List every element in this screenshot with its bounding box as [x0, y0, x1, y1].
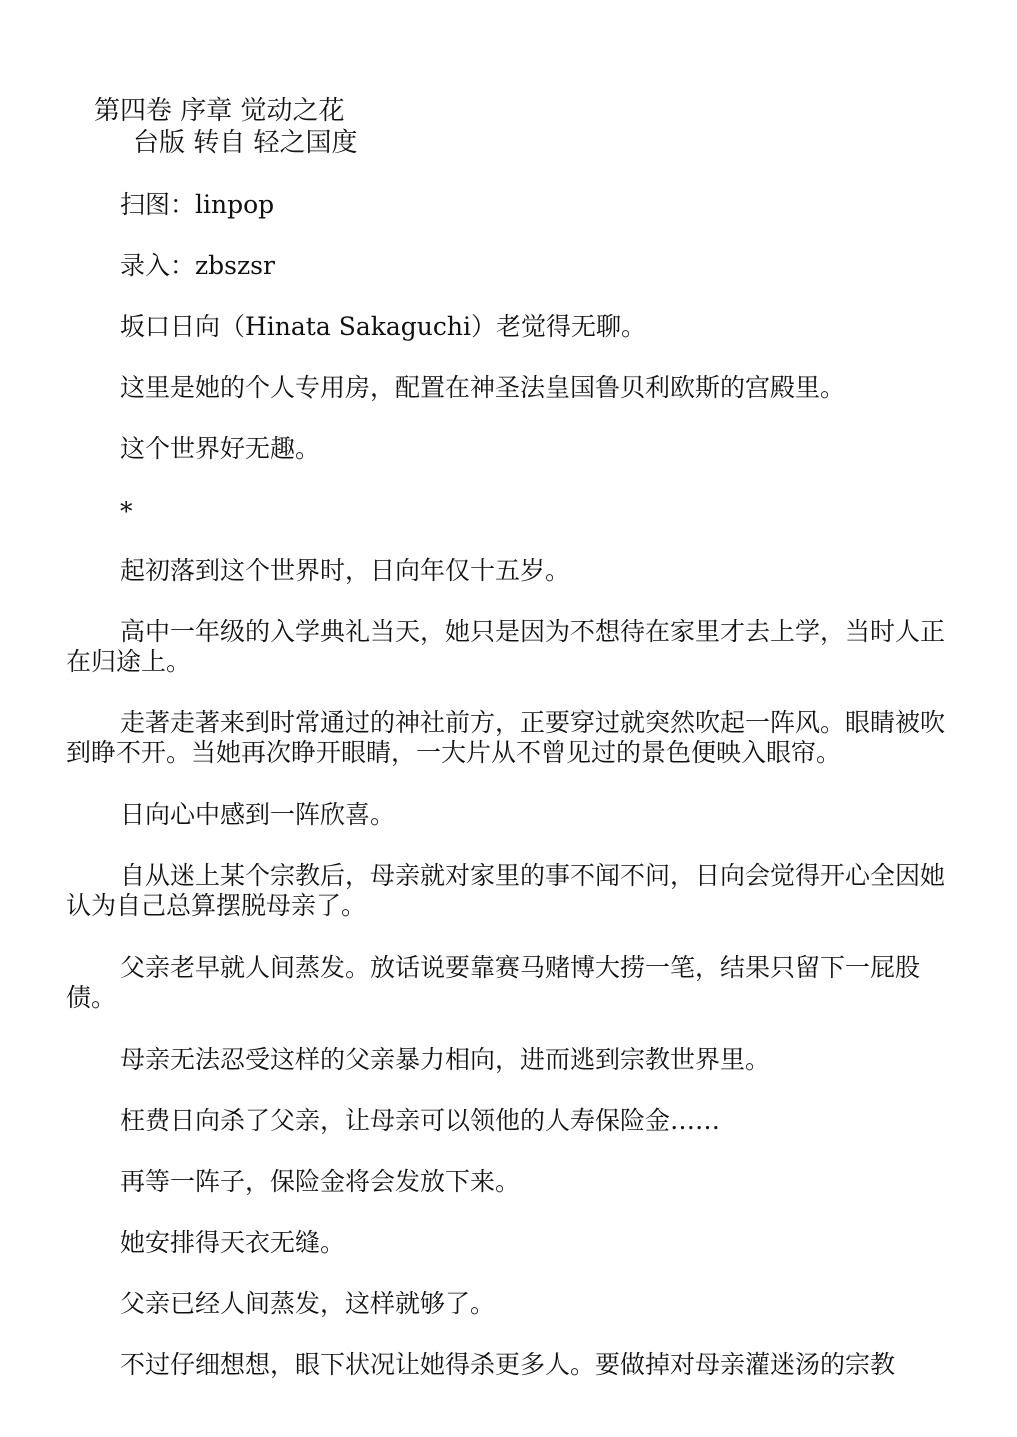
paragraph: 父亲老早就人间蒸发。放话说要靠赛马赌博大捞一笔，结果只留下一屁股债。 — [66, 953, 921, 1012]
chapter-title: 第四卷 序章 觉动之花 — [94, 96, 345, 126]
paragraph: 自从迷上某个宗教后，母亲就对家里的事不闻不问，日向会觉得开心全因她认为自己总算摆脱母亲了。 — [66, 861, 946, 920]
paragraph: 这里是她的个人专用房，配置在神圣法皇国鲁贝利欧斯的宫殿里。 — [120, 373, 846, 402]
source-note: 台版 转自 轻之国度 — [133, 128, 358, 158]
paragraph: 起初落到这个世界时，日向年仅十五岁。 — [120, 556, 571, 585]
paragraph: 再等一阵子，保险金将会发放下来。 — [120, 1167, 521, 1196]
paragraph: 坂口日向（Hinata Sakaguchi）老觉得无聊。 — [120, 312, 646, 341]
paragraph: 枉费日向杀了父亲，让母亲可以领他的人寿保险金…… — [120, 1106, 721, 1135]
paragraph: 父亲已经人间蒸发，这样就够了。 — [120, 1289, 496, 1318]
paragraph: 日向心中感到一阵欣喜。 — [120, 800, 396, 829]
paragraph: 母亲无法忍受这样的父亲暴力相向，进而逃到宗教世界里。 — [120, 1045, 771, 1074]
section-separator: * — [120, 497, 133, 526]
paragraph: 高中一年级的入学典礼当天，她只是因为不想待在家里才去上学，当时人正在归途上。 — [66, 617, 946, 676]
input-credit: 录入：zbszsr — [120, 251, 275, 280]
scan-credit: 扫图：linpop — [120, 190, 275, 219]
paragraph: 不过仔细想想，眼下状况让她得杀更多人。要做掉对母亲灌迷汤的宗教 — [120, 1350, 896, 1379]
paragraph: 这个世界好无趣。 — [120, 434, 321, 463]
paragraph: 走著走著来到时常通过的神社前方，正要穿过就突然吹起一阵风。眼睛被吹到睁不开。当她再次睁开眼睛，一大片从不曾见过的景色便映入眼帘。 — [66, 708, 946, 767]
paragraph: 她安排得天衣无缝。 — [120, 1228, 346, 1257]
